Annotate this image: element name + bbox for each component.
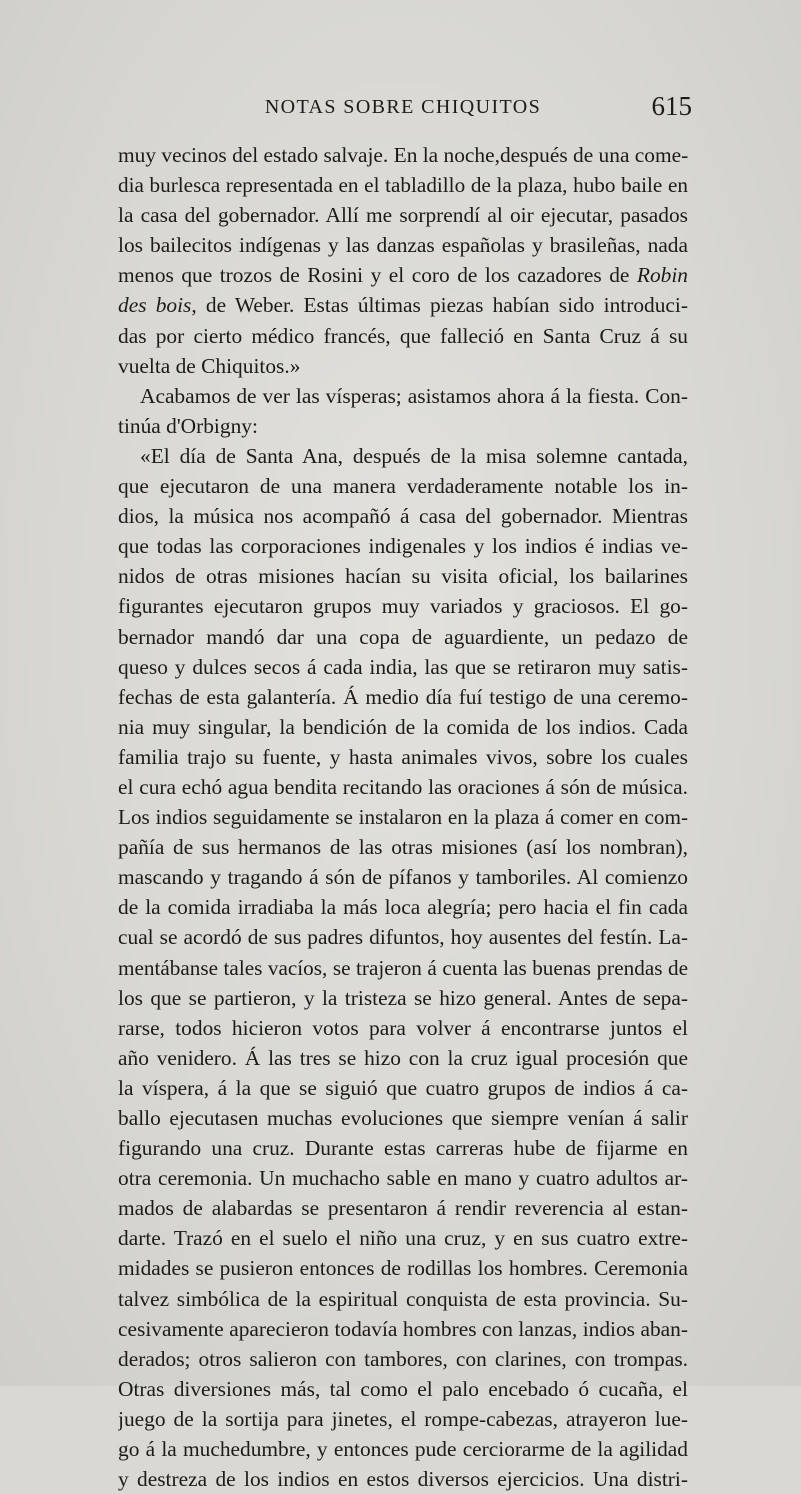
line-text: el cura echó agua bendita recitando las oraciones á són de música. — [118, 774, 688, 799]
line-text: la casa del gobernador. Allí me sorprendí al oir ejecutar, pasados — [118, 203, 688, 228]
text-line — [118, 953, 688, 983]
text-line — [118, 682, 688, 712]
text-line — [118, 1434, 688, 1464]
text-line — [118, 140, 688, 170]
line-text: año venidero. Á las tres se hizo con la cruz igual procesión que — [118, 1045, 688, 1070]
italic-title: Robin — [636, 263, 688, 288]
line-text: Los indios seguidamente se instalaron en la plaza á comer en com- — [118, 805, 688, 830]
line-text: muy vecinos del estado salvaje. En la noche,después de una come- — [118, 143, 688, 167]
text-line — [118, 230, 688, 260]
line-text: das por cierto médico francés, que falleció en Santa Cruz á su — [118, 323, 688, 348]
line-text: «El día de Santa Ana, después de la misa solemne cantada, — [140, 443, 688, 468]
text-line — [118, 832, 688, 862]
line-text: Otras diversiones más, tal como el palo encebado ó cucaña, el — [118, 1376, 688, 1401]
text-line — [118, 742, 688, 772]
line-text: queso y dulces secos á cada india, las que se retiraron muy satis- — [118, 654, 688, 679]
text-line — [118, 1253, 688, 1283]
text-line — [118, 561, 688, 591]
text-line — [118, 1404, 688, 1434]
line-text: que todas las corporaciones indigenales y los indios é indias ve- — [118, 534, 688, 559]
line-text: tinúa d'Orbigny: — [118, 413, 258, 438]
text-line — [118, 591, 688, 621]
text-line — [118, 802, 688, 832]
text-line — [118, 1013, 688, 1043]
line-text: figurando una cruz. Durante estas carreras hube de fijarme en — [118, 1136, 688, 1161]
line-text: dios, la música nos acompañó á casa del gobernador. Mientras — [118, 504, 688, 529]
page-number: 615 — [651, 91, 692, 121]
line-text: juego de la sortija para jinetes, el rompe-cabezas, atrayeron lue- — [118, 1406, 688, 1431]
text-line — [118, 1133, 688, 1163]
text-line — [118, 1284, 688, 1314]
text-line — [118, 862, 688, 892]
text-line — [118, 772, 688, 802]
line-text: ballo ejecutasen muchas evoluciones que siempre venían á salir — [118, 1106, 688, 1130]
text-line — [118, 381, 688, 411]
body-text — [118, 140, 688, 1494]
text-line — [118, 441, 688, 471]
line-text: que ejecutaron de una manera verdaderamente notable los in- — [118, 474, 688, 499]
line-text: rarse, todos hicieron votos para volver á encontrarse juntos el — [118, 1015, 688, 1040]
text-line — [118, 1043, 688, 1073]
text-line — [118, 290, 688, 320]
line-text: los bailecitos indígenas y las danzas españolas y brasileñas, nada — [118, 233, 688, 258]
line-text: cual se acordó de sus padres difuntos, hoy ausentes del festín. La- — [118, 925, 688, 950]
text-line — [118, 1103, 688, 1133]
line-text: dia burlesca representada en el tabladillo de la plaza, hubo baile en — [118, 173, 688, 198]
text-line — [118, 411, 688, 441]
text-line — [118, 531, 688, 561]
text-line — [118, 622, 688, 652]
line-text: menos que trozos de Rosini y el coro de los cazadores de — [118, 263, 637, 288]
line-text: midades se pusieron entonces de rodillas los hombres. Ceremonia — [118, 1256, 688, 1281]
line-text: Acabamos de ver las vísperas; asistamos ahora á la fiesta. Con- — [140, 383, 688, 408]
line-text: mascando y tragando á són de pífanos y tamboriles. Al comienzo — [118, 865, 688, 890]
line-text: la víspera, á la que se siguió que cuatro grupos de indios á ca- — [118, 1075, 688, 1100]
line-text: otra ceremonia. Un muchacho sable en mano y cuatro adultos ar- — [118, 1166, 688, 1191]
line-text: los que se partieron, y la tristeza se hizo general. Antes de sepa- — [118, 985, 688, 1010]
text-line — [118, 260, 688, 290]
text-line — [118, 1163, 688, 1193]
line-text: y destreza de los indios en estos diversos ejercicios. Una distri- — [118, 1467, 688, 1492]
text-line — [118, 321, 688, 351]
line-text: nia muy singular, la bendición de la comida de los indios. Cada — [118, 714, 688, 739]
text-line — [118, 471, 688, 501]
line-text: , de Weber. Estas últimas piezas habían sido introduci- — [191, 293, 688, 318]
line-text: go á la muchedumbre, y entonces pude cerciorarme de la agilidad — [118, 1437, 688, 1462]
line-text: figurantes ejecutaron grupos muy variados y graciosos. El go- — [118, 594, 688, 619]
text-line — [118, 983, 688, 1013]
text-line — [118, 712, 688, 742]
text-line — [118, 1223, 688, 1253]
line-text: bernador mandó dar una copa de aguardiente, un pedazo de — [118, 624, 688, 649]
line-text: familia trajo su fuente, y hasta animales vivos, sobre los cuales — [118, 744, 688, 769]
line-text: de la comida irradiaba la más loca alegría; pero hacia el fin cada — [118, 895, 688, 920]
line-text: nidos de otras misiones hacían su visita oficial, los bailarines — [118, 564, 688, 589]
line-text: mentábanse tales vacíos, se trajeron á cuenta las buenas prendas de — [118, 955, 688, 980]
text-line — [118, 892, 688, 922]
line-text: vuelta de Chiquitos.» — [118, 353, 301, 378]
line-text: darte. Trazó en el suelo el niño una cruz, y en sus cuatro extre- — [118, 1226, 688, 1251]
text-line — [118, 170, 688, 200]
running-head — [118, 91, 692, 122]
text-line — [118, 1464, 688, 1494]
line-text: mados de alabardas se presentaron á rendir reverencia al estan- — [118, 1196, 688, 1221]
text-line — [118, 1314, 688, 1344]
running-title: NOTAS SOBRE CHIQUITOS — [264, 96, 542, 118]
text-line — [118, 1344, 688, 1374]
text-line — [118, 200, 688, 230]
text-line — [118, 351, 688, 381]
line-text: cesivamente aparecieron todavía hombres con lanzas, indios aban- — [118, 1316, 688, 1341]
text-line — [118, 1193, 688, 1223]
text-line — [118, 1374, 688, 1404]
line-text: talvez simbólica de la espiritual conquista de esta provincia. Su- — [118, 1286, 688, 1311]
text-line — [118, 501, 688, 531]
text-line — [118, 652, 688, 682]
line-text: fechas de esta galantería. Á medio día fuí testigo de una ceremo- — [118, 684, 688, 709]
text-line — [118, 1073, 688, 1103]
text-line — [118, 922, 688, 952]
italic-title: des bois — [118, 293, 192, 318]
line-text: derados; otros salieron con tambores, con clarines, con trompas. — [118, 1346, 688, 1371]
line-text: pañía de sus hermanos de las otras misiones (así los nombran), — [118, 835, 688, 860]
